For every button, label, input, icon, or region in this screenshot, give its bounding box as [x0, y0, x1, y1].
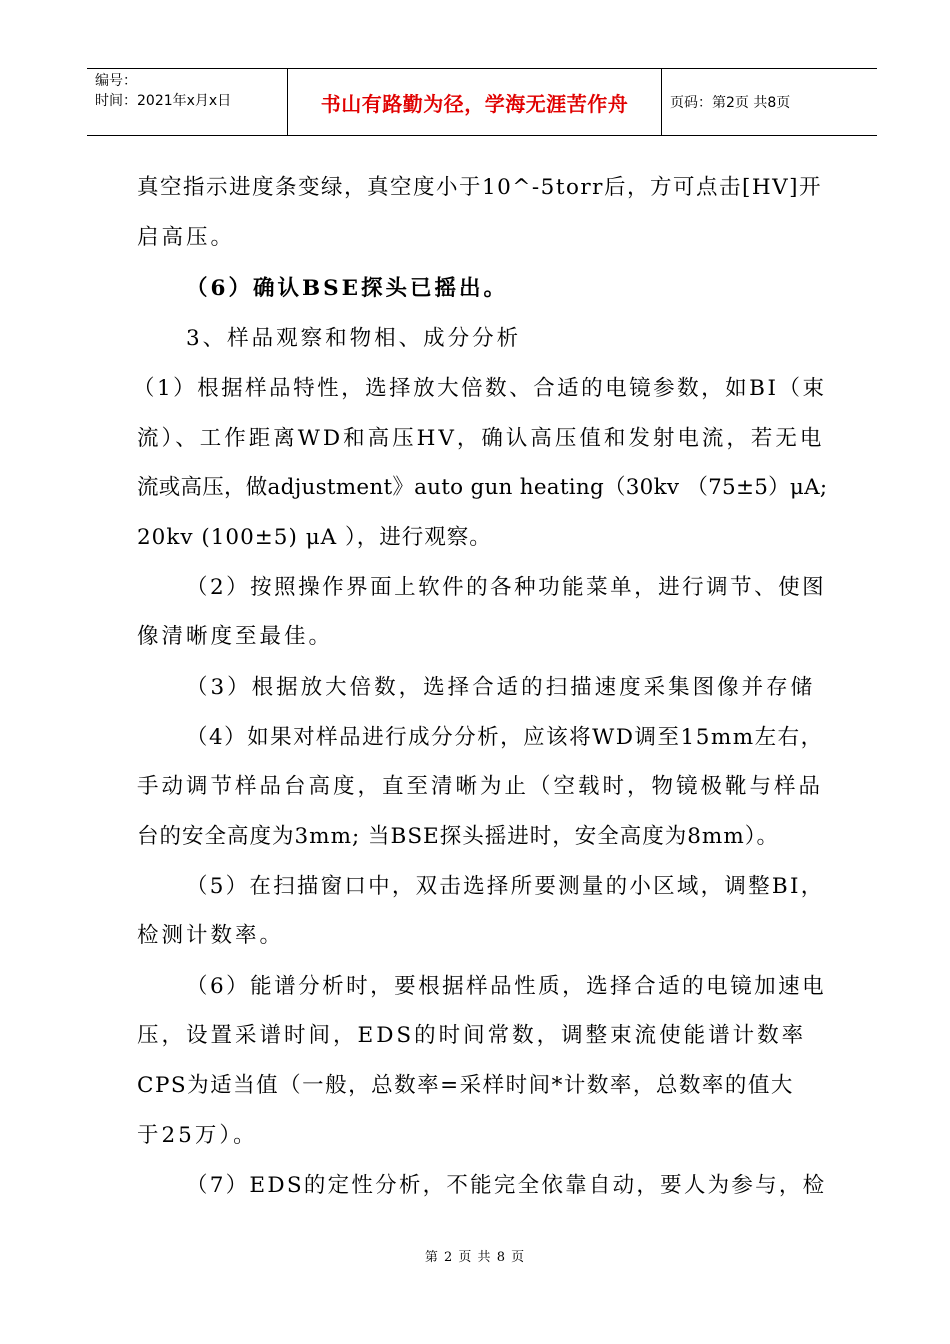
- step-heading: （6）确认BSE探头已摇出。: [186, 276, 509, 301]
- header-meta-cell: [87, 69, 288, 135]
- page-footer: 第 2 页 共 8 页: [424, 1250, 526, 1265]
- paragraph-line: （6）能谱分析时，要根据样品性质，选择合适的电镜加速电: [186, 974, 827, 999]
- paragraph-line: （2）按照操作界面上软件的各种功能菜单，进行调节、使图: [186, 575, 827, 600]
- paragraph-line: 真空指示进度条变绿，真空度小于10^-5torr后，方可点击[HV]开: [137, 175, 823, 200]
- paragraph-line: 20kv (100±5) μA ），进行观察。: [137, 525, 492, 550]
- motto-text: 书山有路勤为径，学海无涯苦作舟: [320, 91, 629, 116]
- paragraph-line: （7）EDS的定性分析，不能完全依靠自动，要人为参与，检: [186, 1173, 827, 1198]
- document-header: [87, 68, 877, 136]
- paragraph-line: 手动调节样品台高度，直至清晰为止（空载时，物镜极靴与样品: [137, 774, 824, 799]
- date-label: 时间：2021年x月x日: [95, 93, 232, 109]
- paragraph-line: （5）在扫描窗口中，双击选择所要测量的小区域，调整BI，: [186, 874, 825, 899]
- paragraph-line: 台的安全高度为3mm; 当BSE探头摇进时，安全高度为8mm）。: [137, 824, 779, 849]
- paragraph-line: 启高压。: [137, 225, 236, 250]
- motto-cell: [288, 69, 662, 135]
- page-info-text: 页码：第2页 共8页: [670, 95, 791, 111]
- paragraph-line: 流或高压，做adjustment》auto gun heating（30kv （75±5）μA;: [137, 475, 828, 500]
- paragraph-line: 于25万）。: [137, 1123, 258, 1148]
- paragraph-line: （3）根据放大倍数，选择合适的扫描速度采集图像并存储: [186, 675, 816, 700]
- section-heading: 3、样品观察和物相、成分分析: [186, 326, 522, 351]
- paragraph-line: 检测计数率。: [137, 923, 285, 948]
- paragraph-line: （4）如果对样品进行成分分析，应该将WD调至15mm左右，: [186, 725, 824, 750]
- paragraph-line: 压，设置采谱时间，EDS的时间常数，调整束流使能谱计数率: [137, 1023, 807, 1048]
- paragraph-line: CPS为适当值（一般，总数率=采样时间*计数率，总数率的值大: [137, 1073, 794, 1098]
- paragraph-line: （1）根据样品特性，选择放大倍数、合适的电镜参数，如BI（束: [133, 376, 827, 401]
- page-info-cell: [662, 69, 877, 135]
- paragraph-line: 流）、工作距离WD和高压HV，确认高压值和发射电流，若无电: [137, 426, 825, 451]
- paragraph-line: 像清晰度至最佳。: [137, 624, 334, 649]
- serial-number-label: 编号：: [95, 73, 137, 89]
